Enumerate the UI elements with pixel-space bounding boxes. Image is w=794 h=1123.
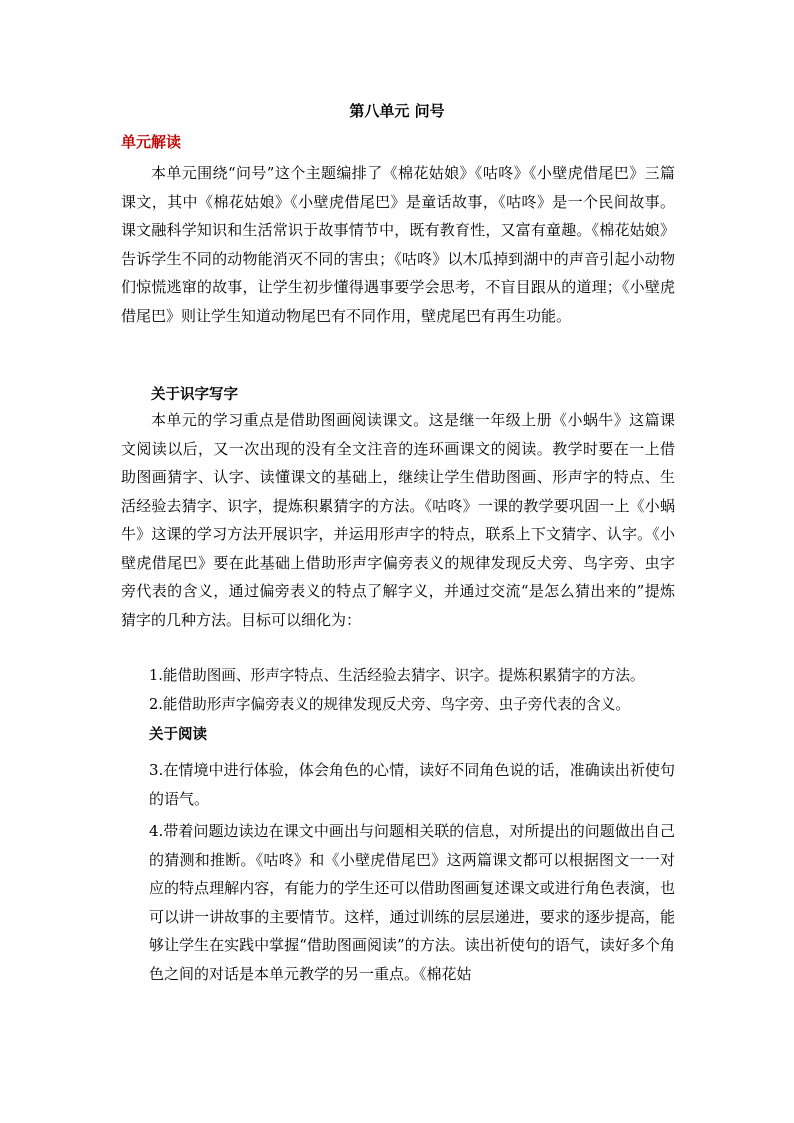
section-heading: 单元解读 — [121, 133, 182, 151]
literacy-heading: 关于识字写字 — [151, 387, 238, 403]
goal-item-4: 4.带着问题边读边在课文中画出与问题相关联的信息，对所提出的问题做出自己的猜测和推断。《咕咚》和《小壁虎借尾巴》这两篇课文都可以根据图文一一对应的特点理解内容，有能力的学生还可以借助图画复述课文或进行角色表演，也可以讲一讲故事的主要情节。这样，通过训练的层层递进，要求的逐步提高，能够让学生在实践中掌握“借助图画阅读”的方法。读出祈使句的语气，读好多个角色之间的对话是本单元教学的另一重点。《棉花姑 — [149, 822, 675, 983]
reading-heading: 关于阅读 — [149, 727, 207, 743]
goal-item-3: 3.在情境中进行体验，体会角色的心情，读好不同角色说的话，准确读出祈使句的语气。 — [149, 761, 675, 808]
goal-item-1: 1.能借助图画、形声字特点、生活经验去猜字、识字。提炼积累猜字的方法。 — [149, 667, 645, 684]
intro-paragraph: 本单元围绕“问号”这个主题编排了《棉花姑娘》《咕咚》《小壁虎借尾巴》三篇课文，其中《棉花姑娘》《小壁虎借尾巴》是童话故事，《咕咚》是一个民间故事。课文融科学知识和生活常识于故事情节中，既有教育性，又富有童趣。《棉花姑娘》告诉学生不同的动物能消灭不同的害虫；《咕咚》以木瓜掉到湖中的声音引起小动物们惊慌逃窜的故事，让学生初步懂得遇事要学会思考，不盲目跟从的道理；《小壁虎借尾巴》则让学生知道动物尾巴有不同作用，壁虎尾巴有再生功能。 — [121, 164, 675, 325]
goal-item-2: 2.能借助形声字偏旁表义的规律发现反犬旁、鸟字旁、虫子旁代表的含义。 — [149, 696, 630, 713]
page-title: 第八单元 问号 — [349, 102, 445, 120]
literacy-paragraph: 本单元的学习重点是借助图画阅读课文。这是继一年级上册《小蜗牛》这篇课文阅读以后，又一次出现的没有全文注音的连环画课文的阅读。教学时要在一上借助图画猜字、认字、读懂课文的基础上，继续让学生借助图画、形声字的特点、生活经验去猜字、识字，提炼积累猜字的方法。《咕咚》一课的教学要巩固一上《小蜗牛》这课的学习方法开展识字，并运用形声字的特点，联系上下文猜字、认字。《小壁虎借尾巴》要在此基础上借助形声字偏旁表义的规律发现反犬旁、鸟字旁、虫字旁代表的含义，通过偏旁表义的特点了解字义，并通过交流“是怎么猜出来的”提炼猜字的几种方法。目标可以细化为： — [121, 411, 675, 629]
